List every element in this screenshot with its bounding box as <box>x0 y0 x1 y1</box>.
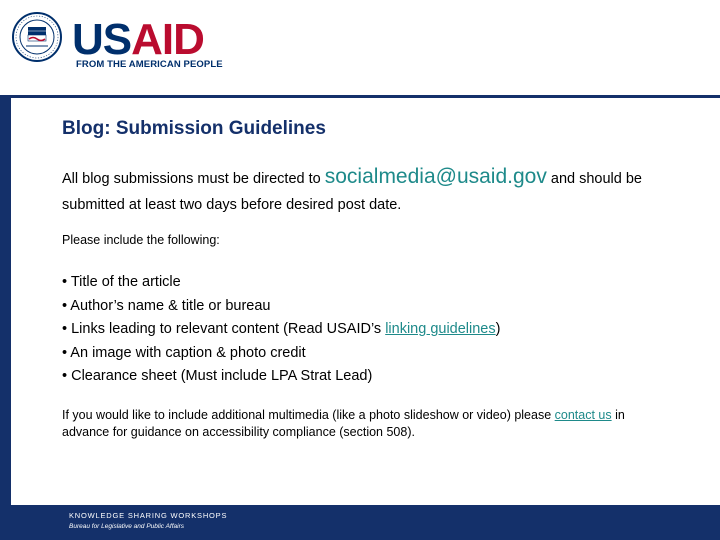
linking-guidelines-link[interactable]: linking guidelines <box>385 321 496 337</box>
header <box>0 0 720 95</box>
para1-text-after: and should be submitted at least two days before desired post date. <box>62 171 642 213</box>
footer-bureau: Bureau for Legislative and Public Affairs <box>69 523 185 530</box>
list-item: • Clearance sheet (Must include LPA Strat Lead) <box>62 368 373 384</box>
submission-paragraph <box>62 164 672 218</box>
list-item: • Author’s name & title or bureau <box>62 297 271 314</box>
list-item: • Links leading to relevant content (Read USAID’s linking guidelines) <box>62 321 501 337</box>
header-divider <box>0 95 720 98</box>
email-address: socialmedia@usaid.gov <box>324 165 547 188</box>
page-title: Blog: Submission Guidelines <box>62 118 326 139</box>
contact-us-link[interactable]: contact us <box>554 408 612 422</box>
include-intro: Please include the following: <box>62 233 220 247</box>
requirements-list <box>62 271 500 389</box>
para1-text-before: All blog submissions must be directed to <box>62 171 325 187</box>
usaid-seal-icon <box>12 12 62 62</box>
left-accent-bar <box>0 95 11 505</box>
list-item: • Title of the article <box>62 274 181 290</box>
footer <box>0 505 720 540</box>
logo-tagline: FROM THE AMERICAN PEOPLE <box>76 59 223 70</box>
multimedia-paragraph: If you would like to include additional multimedia (like a photo slideshow or video) please contact us in advance for guidance on accessibility compliance (section 508). <box>62 408 625 439</box>
footer-workshop-title: KNOWLEDGE SHARING WORKSHOPS <box>69 511 228 520</box>
usaid-wordmark: USAID <box>72 15 204 64</box>
list-item: • An image with caption & photo credit <box>62 344 306 361</box>
